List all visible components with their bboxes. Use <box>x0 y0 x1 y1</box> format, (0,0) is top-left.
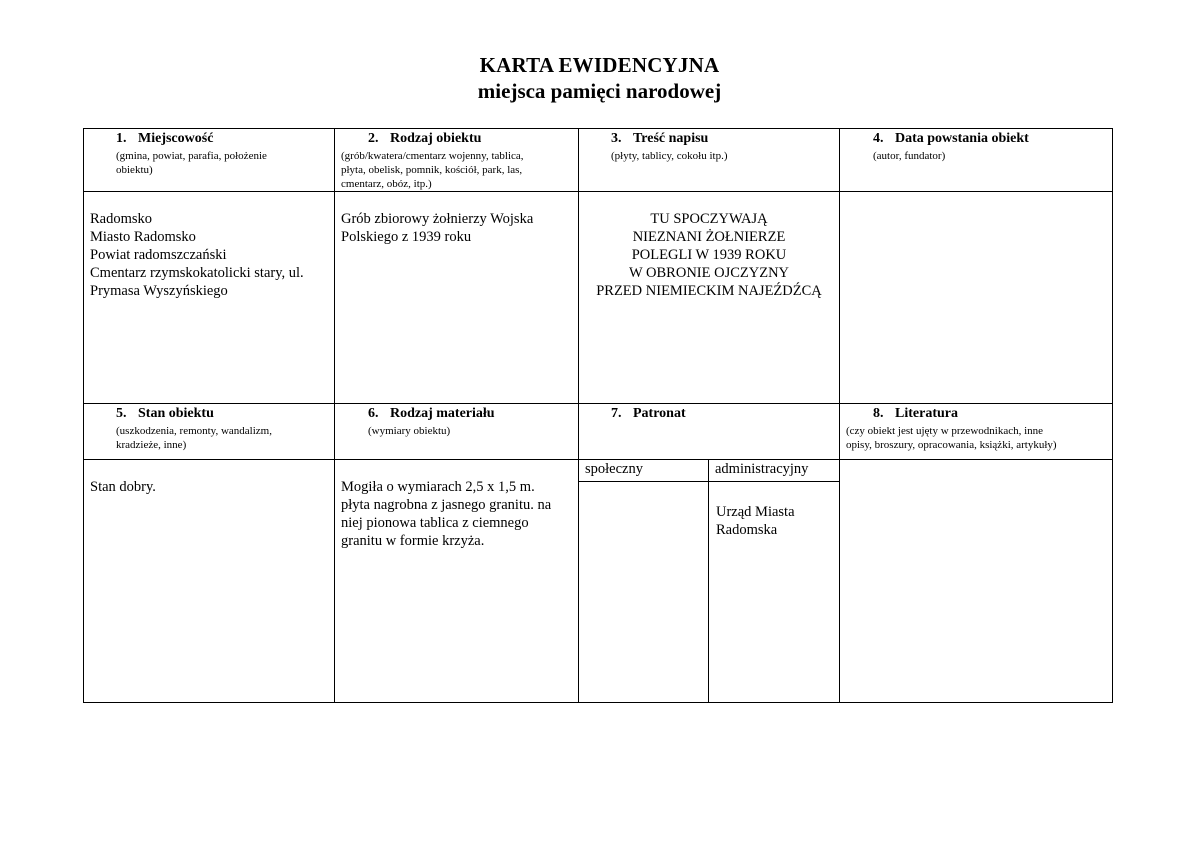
patronat-administracyjny-label: administracyjny <box>715 461 809 477</box>
section-8-hint: (czy obiekt jest ujęty w przewodnikach, inne opisy, broszury, opracowania, książki, artykuły) <box>846 425 1057 451</box>
document-subtitle: miejsca pamięci narodowej <box>477 79 722 103</box>
section-6-hint: (wymiary obiektu) <box>368 425 451 437</box>
stan-obiektu-value: Stan dobry. <box>90 479 156 495</box>
table-divider <box>83 191 1113 192</box>
section-4-heading: 4. Data powstania obiekt <box>873 131 1029 146</box>
section-1-hint: (gmina, powiat, parafia, położenie obiektu) <box>116 150 267 176</box>
title-block <box>0 52 1199 104</box>
table-border-right <box>1112 128 1113 703</box>
inscription-text: TU SPOCZYWAJĄ NIEZNANI ŻOŁNIERZE POLEGLI W 1939 ROKU W OBRONIE OJCZYZNY PRZED NIEMIECKIM NAJEŹDŹCĄ <box>596 211 822 299</box>
patronat-administracyjny-value: Urząd Miasta Radomska <box>716 504 795 538</box>
section-7-heading: 7. Patronat <box>611 406 686 421</box>
rodzaj-materialu-value: Mogiła o wymiarach 2,5 x 1,5 m. płyta nagrobna z jasnego granitu. na niej pionowa tablica z ciemnego granitu w formie krzyża. <box>341 479 552 549</box>
patronat-spoleczny-label: społeczny <box>585 461 643 477</box>
rodzaj-obiektu-value: Grób zbiorowy żołnierzy Wojska Polskiego z 1939 roku <box>341 211 534 245</box>
section-3-hint: (płyty, tablicy, cokołu itp.) <box>611 150 728 162</box>
section-4-hint: (autor, fundator) <box>873 150 946 162</box>
patronat-divider <box>578 481 840 482</box>
section-3-heading: 3. Treść napisu <box>611 131 709 146</box>
table-divider <box>839 128 840 703</box>
section-5-heading: 5. Stan obiektu <box>116 406 214 421</box>
section-6-heading: 6. Rodzaj materiału <box>368 406 495 421</box>
table-border-left <box>83 128 84 703</box>
miejscowosc-value: Radomsko Miasto Radomsko Powiat radomszczański Cmentarz rzymskokatolicki stary, ul. Prymasa Wyszyńskiego <box>90 211 304 299</box>
document-title: KARTA EWIDENCYJNA <box>479 53 720 77</box>
patronat-divider <box>708 459 709 703</box>
section-1-heading: 1. Miejscowość <box>116 131 214 146</box>
table-border-bottom <box>83 702 1113 703</box>
section-2-heading: 2. Rodzaj obiektu <box>368 131 482 146</box>
table-border-top <box>83 128 1113 129</box>
section-5-hint: (uszkodzenia, remonty, wandalizm, kradzieże, inne) <box>116 425 272 451</box>
table-divider <box>83 403 1113 404</box>
section-2-hint: (grób/kwatera/cmentarz wojenny, tablica, płyta, obelisk, pomnik, kościół, park, las, cmentarz, obóz, itp.) <box>341 150 524 190</box>
section-8-heading: 8. Literatura <box>873 406 958 421</box>
table-divider <box>334 128 335 703</box>
